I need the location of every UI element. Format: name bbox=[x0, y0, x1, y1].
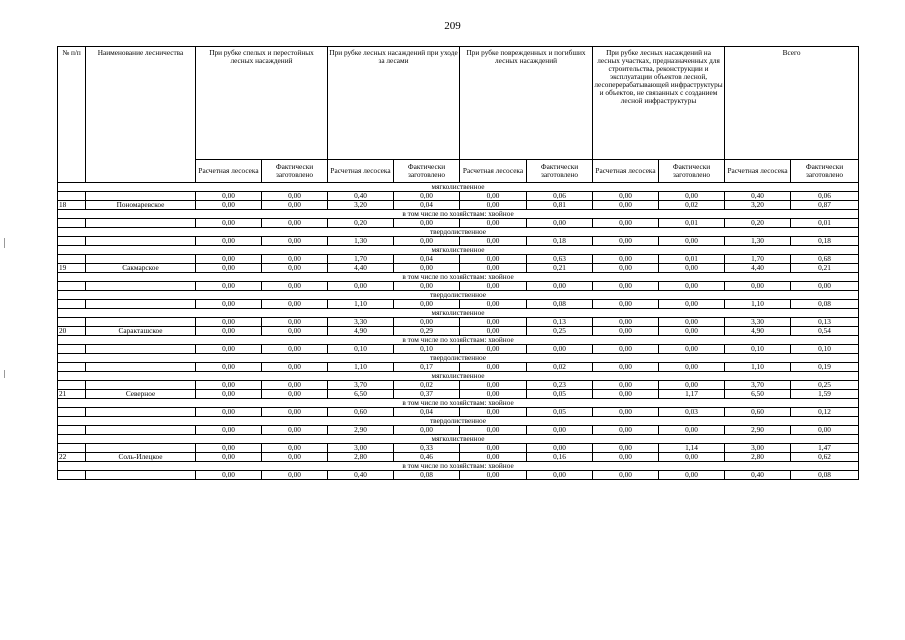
value-cell: 0,00 bbox=[593, 453, 659, 462]
value-cell: 0,00 bbox=[196, 327, 262, 336]
value-cell: 4,90 bbox=[725, 327, 791, 336]
value-cell: 0,60 bbox=[328, 408, 394, 417]
header-forestry-name: Наименование лесничества bbox=[86, 47, 196, 183]
category-row bbox=[58, 228, 859, 237]
value-cell: 0,05 bbox=[527, 408, 593, 417]
value-cell: 0,19 bbox=[791, 363, 859, 372]
header-group-total: Всего bbox=[725, 47, 859, 160]
value-cell: 0,00 bbox=[593, 426, 659, 435]
table-row bbox=[58, 345, 859, 354]
value-cell: 0,00 bbox=[196, 219, 262, 228]
value-cell: 0,00 bbox=[593, 201, 659, 210]
value-cell: 0,00 bbox=[593, 300, 659, 309]
value-cell: 0,00 bbox=[593, 219, 659, 228]
value-cell: 0,10 bbox=[394, 345, 460, 354]
header-calc-cutting-area: Расчетная лесосека bbox=[725, 160, 791, 183]
value-cell: 0,00 bbox=[262, 318, 328, 327]
value-cell: 0,00 bbox=[460, 381, 527, 390]
forestry-name bbox=[86, 471, 196, 480]
table-row bbox=[58, 201, 859, 210]
value-cell: 0,00 bbox=[196, 255, 262, 264]
value-cell: 0,21 bbox=[791, 264, 859, 273]
value-cell: 0,00 bbox=[593, 390, 659, 399]
value-cell: 0,40 bbox=[328, 192, 394, 201]
table-row bbox=[58, 381, 859, 390]
value-cell: 0,00 bbox=[791, 426, 859, 435]
value-cell: 0,18 bbox=[527, 237, 593, 246]
value-cell: 2,90 bbox=[725, 426, 791, 435]
value-cell: 0,18 bbox=[791, 237, 859, 246]
value-cell: 0,00 bbox=[659, 192, 725, 201]
value-cell: 0,00 bbox=[593, 255, 659, 264]
value-cell: 0,08 bbox=[394, 471, 460, 480]
forestry-name: Северное bbox=[86, 390, 196, 399]
row-number bbox=[58, 426, 86, 435]
forestry-name bbox=[86, 381, 196, 390]
value-cell: 0,00 bbox=[394, 192, 460, 201]
value-cell: 0,60 bbox=[725, 408, 791, 417]
value-cell: 0,00 bbox=[593, 318, 659, 327]
value-cell: 0,00 bbox=[659, 345, 725, 354]
category-label: в том числе по хозяйствам: хвойное bbox=[58, 336, 859, 345]
value-cell: 0,00 bbox=[196, 381, 262, 390]
value-cell: 0,00 bbox=[460, 300, 527, 309]
value-cell: 0,40 bbox=[725, 471, 791, 480]
value-cell: 0,17 bbox=[394, 363, 460, 372]
table-row bbox=[58, 300, 859, 309]
forestry-name bbox=[86, 318, 196, 327]
value-cell: 0,12 bbox=[791, 408, 859, 417]
value-cell: 3,20 bbox=[328, 201, 394, 210]
header-calc-cutting-area: Расчетная лесосека bbox=[593, 160, 659, 183]
value-cell: 0,00 bbox=[593, 192, 659, 201]
value-cell: 0,25 bbox=[791, 381, 859, 390]
category-label: твердолиственное bbox=[58, 417, 859, 426]
value-cell: 1,30 bbox=[328, 237, 394, 246]
header-actual-harvested: Фактически заготовлено bbox=[527, 160, 593, 183]
value-cell: 1,10 bbox=[328, 300, 394, 309]
scan-mark bbox=[4, 370, 5, 378]
row-number bbox=[58, 444, 86, 453]
value-cell: 1,30 bbox=[725, 237, 791, 246]
header-actual-harvested: Фактически заготовлено bbox=[791, 160, 859, 183]
value-cell: 0,00 bbox=[659, 471, 725, 480]
category-label: в том числе по хозяйствам: хвойное bbox=[58, 399, 859, 408]
value-cell: 0,87 bbox=[791, 201, 859, 210]
value-cell: 4,40 bbox=[725, 264, 791, 273]
value-cell: 0,00 bbox=[460, 264, 527, 273]
category-label: в том числе по хозяйствам: хвойное bbox=[58, 273, 859, 282]
header-group-damaged: При рубке поврежденных и погибших лесных насаждений bbox=[460, 47, 593, 160]
value-cell: 0,00 bbox=[196, 318, 262, 327]
table-row bbox=[58, 237, 859, 246]
value-cell: 0,00 bbox=[460, 318, 527, 327]
row-number bbox=[58, 318, 86, 327]
value-cell: 0,00 bbox=[262, 237, 328, 246]
value-cell: 0,00 bbox=[593, 408, 659, 417]
value-cell: 3,70 bbox=[328, 381, 394, 390]
value-cell: 0,02 bbox=[659, 201, 725, 210]
category-row bbox=[58, 309, 859, 318]
value-cell: 0,00 bbox=[593, 327, 659, 336]
value-cell: 0,00 bbox=[196, 363, 262, 372]
value-cell: 0,00 bbox=[196, 390, 262, 399]
value-cell: 0,00 bbox=[196, 201, 262, 210]
value-cell: 0,00 bbox=[460, 471, 527, 480]
value-cell: 0,00 bbox=[262, 381, 328, 390]
value-cell: 0,01 bbox=[659, 255, 725, 264]
value-cell: 0,00 bbox=[196, 444, 262, 453]
forestry-name bbox=[86, 282, 196, 291]
value-cell: 0,29 bbox=[394, 327, 460, 336]
value-cell: 0,00 bbox=[659, 264, 725, 273]
row-number bbox=[58, 471, 86, 480]
value-cell: 0,00 bbox=[593, 471, 659, 480]
value-cell: 4,40 bbox=[328, 264, 394, 273]
category-row bbox=[58, 291, 859, 300]
forestry-name: Соль-Илецкое bbox=[86, 453, 196, 462]
category-label: твердолиственное bbox=[58, 228, 859, 237]
value-cell: 2,90 bbox=[328, 426, 394, 435]
value-cell: 0,46 bbox=[394, 453, 460, 462]
forestry-name bbox=[86, 192, 196, 201]
forestry-name bbox=[86, 363, 196, 372]
value-cell: 0,00 bbox=[262, 300, 328, 309]
value-cell: 0,00 bbox=[196, 453, 262, 462]
value-cell: 0,02 bbox=[527, 363, 593, 372]
forestry-name: Сакмарское bbox=[86, 264, 196, 273]
forestry-name bbox=[86, 300, 196, 309]
value-cell: 0,00 bbox=[262, 345, 328, 354]
value-cell: 4,90 bbox=[328, 327, 394, 336]
category-label: мягколиственное bbox=[58, 246, 859, 255]
value-cell: 0,00 bbox=[460, 345, 527, 354]
category-row bbox=[58, 336, 859, 345]
value-cell: 0,00 bbox=[262, 219, 328, 228]
value-cell: 0,00 bbox=[460, 390, 527, 399]
row-number: 19 bbox=[58, 264, 86, 273]
table-row bbox=[58, 426, 859, 435]
row-number: 20 bbox=[58, 327, 86, 336]
value-cell: 0,21 bbox=[527, 264, 593, 273]
value-cell: 0,00 bbox=[394, 318, 460, 327]
value-cell: 0,00 bbox=[262, 201, 328, 210]
category-row bbox=[58, 273, 859, 282]
value-cell: 0,00 bbox=[394, 264, 460, 273]
value-cell: 0,00 bbox=[593, 264, 659, 273]
table-row bbox=[58, 192, 859, 201]
value-cell: 0,00 bbox=[262, 453, 328, 462]
value-cell: 0,01 bbox=[659, 219, 725, 228]
table-row bbox=[58, 219, 859, 228]
value-cell: 0,00 bbox=[527, 426, 593, 435]
value-cell: 0,54 bbox=[791, 327, 859, 336]
value-cell: 0,13 bbox=[791, 318, 859, 327]
forestry-name bbox=[86, 408, 196, 417]
value-cell: 0,23 bbox=[527, 381, 593, 390]
value-cell: 0,00 bbox=[460, 237, 527, 246]
value-cell: 0,00 bbox=[394, 219, 460, 228]
value-cell: 0,13 bbox=[527, 318, 593, 327]
value-cell: 0,00 bbox=[527, 345, 593, 354]
value-cell: 0,00 bbox=[196, 300, 262, 309]
value-cell: 3,30 bbox=[725, 318, 791, 327]
row-number bbox=[58, 408, 86, 417]
category-label: в том числе по хозяйствам: хвойное bbox=[58, 210, 859, 219]
value-cell: 0,04 bbox=[394, 408, 460, 417]
value-cell: 0,00 bbox=[196, 426, 262, 435]
value-cell: 0,00 bbox=[394, 426, 460, 435]
value-cell: 0,00 bbox=[725, 282, 791, 291]
category-label: мягколиственное bbox=[58, 435, 859, 444]
row-number bbox=[58, 300, 86, 309]
value-cell: 0,00 bbox=[262, 408, 328, 417]
value-cell: 0,00 bbox=[394, 282, 460, 291]
row-number: 22 bbox=[58, 453, 86, 462]
value-cell: 1,10 bbox=[328, 363, 394, 372]
value-cell: 0,00 bbox=[659, 363, 725, 372]
value-cell: 1,70 bbox=[328, 255, 394, 264]
value-cell: 1,59 bbox=[791, 390, 859, 399]
table-row bbox=[58, 264, 859, 273]
value-cell: 0,00 bbox=[659, 300, 725, 309]
value-cell: 0,00 bbox=[593, 444, 659, 453]
value-cell: 0,81 bbox=[527, 201, 593, 210]
forestry-name bbox=[86, 219, 196, 228]
header-group-care: При рубке лесных насаждений при уходе за лесами bbox=[328, 47, 460, 160]
category-row bbox=[58, 399, 859, 408]
value-cell: 0,00 bbox=[460, 327, 527, 336]
value-cell: 0,06 bbox=[527, 192, 593, 201]
header-num: № п/п bbox=[58, 47, 86, 183]
category-row bbox=[58, 372, 859, 381]
category-row bbox=[58, 183, 859, 192]
value-cell: 0,00 bbox=[460, 444, 527, 453]
value-cell: 6,50 bbox=[725, 390, 791, 399]
value-cell: 3,00 bbox=[328, 444, 394, 453]
table-row bbox=[58, 327, 859, 336]
value-cell: 0,00 bbox=[460, 255, 527, 264]
category-label: мягколиственное bbox=[58, 183, 859, 192]
value-cell: 0,00 bbox=[593, 282, 659, 291]
header-actual-harvested: Фактически заготовлено bbox=[659, 160, 725, 183]
value-cell: 0,08 bbox=[527, 300, 593, 309]
value-cell: 0,00 bbox=[460, 408, 527, 417]
value-cell: 0,20 bbox=[328, 219, 394, 228]
category-row bbox=[58, 435, 859, 444]
scan-mark bbox=[4, 238, 5, 248]
value-cell: 0,00 bbox=[527, 471, 593, 480]
value-cell: 0,00 bbox=[527, 219, 593, 228]
value-cell: 0,06 bbox=[791, 192, 859, 201]
value-cell: 0,01 bbox=[791, 219, 859, 228]
value-cell: 0,00 bbox=[659, 381, 725, 390]
table-row bbox=[58, 318, 859, 327]
value-cell: 0,00 bbox=[262, 390, 328, 399]
category-row bbox=[58, 246, 859, 255]
value-cell: 0,00 bbox=[262, 471, 328, 480]
value-cell: 3,00 bbox=[725, 444, 791, 453]
value-cell: 0,00 bbox=[659, 237, 725, 246]
row-number bbox=[58, 237, 86, 246]
value-cell: 0,00 bbox=[460, 219, 527, 228]
value-cell: 0,04 bbox=[394, 255, 460, 264]
category-label: мягколиственное bbox=[58, 309, 859, 318]
value-cell: 0,00 bbox=[791, 282, 859, 291]
header-actual-harvested: Фактически заготовлено bbox=[394, 160, 460, 183]
value-cell: 0,00 bbox=[196, 408, 262, 417]
value-cell: 3,30 bbox=[328, 318, 394, 327]
value-cell: 0,00 bbox=[460, 192, 527, 201]
page-number: 209 bbox=[444, 20, 461, 32]
value-cell: 2,80 bbox=[328, 453, 394, 462]
header-actual-harvested: Фактически заготовлено bbox=[262, 160, 328, 183]
value-cell: 0,02 bbox=[394, 381, 460, 390]
header-group-mature: При рубке спелых и перестойных лесных насаждений bbox=[196, 47, 328, 160]
value-cell: 0,63 bbox=[527, 255, 593, 264]
forestry-name bbox=[86, 345, 196, 354]
value-cell: 0,00 bbox=[262, 363, 328, 372]
forestry-name: Пономаревское bbox=[86, 201, 196, 210]
value-cell: 0,04 bbox=[394, 201, 460, 210]
value-cell: 0,25 bbox=[527, 327, 593, 336]
row-number bbox=[58, 381, 86, 390]
value-cell: 0,10 bbox=[791, 345, 859, 354]
value-cell: 0,00 bbox=[527, 282, 593, 291]
value-cell: 0,00 bbox=[460, 363, 527, 372]
value-cell: 6,50 bbox=[328, 390, 394, 399]
table-row bbox=[58, 471, 859, 480]
value-cell: 0,00 bbox=[262, 192, 328, 201]
header-calc-cutting-area: Расчетная лесосека bbox=[196, 160, 262, 183]
value-cell: 0,00 bbox=[593, 381, 659, 390]
value-cell: 0,00 bbox=[262, 327, 328, 336]
value-cell: 0,00 bbox=[262, 255, 328, 264]
forestry-name bbox=[86, 255, 196, 264]
value-cell: 0,40 bbox=[725, 192, 791, 201]
value-cell: 1,14 bbox=[659, 444, 725, 453]
value-cell: 0,00 bbox=[196, 345, 262, 354]
value-cell: 0,00 bbox=[460, 453, 527, 462]
table-row bbox=[58, 255, 859, 264]
value-cell: 1,10 bbox=[725, 363, 791, 372]
table-row bbox=[58, 408, 859, 417]
value-cell: 0,00 bbox=[262, 426, 328, 435]
category-row bbox=[58, 210, 859, 219]
forestry-name: Саракташское bbox=[86, 327, 196, 336]
value-cell: 2,80 bbox=[725, 453, 791, 462]
value-cell: 0,08 bbox=[791, 471, 859, 480]
value-cell: 0,00 bbox=[593, 345, 659, 354]
forestry-name bbox=[86, 237, 196, 246]
value-cell: 0,10 bbox=[725, 345, 791, 354]
value-cell: 0,00 bbox=[196, 282, 262, 291]
value-cell: 0,03 bbox=[659, 408, 725, 417]
value-cell: 0,00 bbox=[593, 237, 659, 246]
row-number bbox=[58, 192, 86, 201]
value-cell: 0,00 bbox=[262, 444, 328, 453]
value-cell: 0,62 bbox=[791, 453, 859, 462]
value-cell: 1,17 bbox=[659, 390, 725, 399]
value-cell: 0,00 bbox=[659, 453, 725, 462]
value-cell: 0,10 bbox=[328, 345, 394, 354]
value-cell: 0,00 bbox=[659, 426, 725, 435]
value-cell: 0,16 bbox=[527, 453, 593, 462]
value-cell: 0,00 bbox=[460, 201, 527, 210]
row-number: 18 bbox=[58, 201, 86, 210]
value-cell: 1,47 bbox=[791, 444, 859, 453]
header-calc-cutting-area: Расчетная лесосека bbox=[328, 160, 394, 183]
value-cell: 0,00 bbox=[196, 471, 262, 480]
value-cell: 0,20 bbox=[725, 219, 791, 228]
value-cell: 0,00 bbox=[659, 327, 725, 336]
value-cell: 0,00 bbox=[262, 264, 328, 273]
forestry-name bbox=[86, 444, 196, 453]
table-row bbox=[58, 363, 859, 372]
value-cell: 0,00 bbox=[394, 237, 460, 246]
table-row bbox=[58, 453, 859, 462]
row-number bbox=[58, 282, 86, 291]
value-cell: 3,70 bbox=[725, 381, 791, 390]
value-cell: 1,10 bbox=[725, 300, 791, 309]
header-calc-cutting-area: Расчетная лесосека bbox=[460, 160, 527, 183]
forest-harvest-table bbox=[57, 46, 859, 480]
value-cell: 1,70 bbox=[725, 255, 791, 264]
value-cell: 0,00 bbox=[659, 318, 725, 327]
row-number: 21 bbox=[58, 390, 86, 399]
category-label: в том числе по хозяйствам: хвойное bbox=[58, 462, 859, 471]
category-label: твердолиственное bbox=[58, 354, 859, 363]
value-cell: 0,00 bbox=[196, 237, 262, 246]
row-number bbox=[58, 255, 86, 264]
category-label: мягколиственное bbox=[58, 372, 859, 381]
value-cell: 0,00 bbox=[460, 282, 527, 291]
row-number bbox=[58, 363, 86, 372]
value-cell: 0,05 bbox=[527, 390, 593, 399]
value-cell: 0,00 bbox=[394, 300, 460, 309]
value-cell: 0,00 bbox=[460, 426, 527, 435]
category-row bbox=[58, 417, 859, 426]
value-cell: 0,40 bbox=[328, 471, 394, 480]
value-cell: 0,00 bbox=[328, 282, 394, 291]
value-cell: 0,00 bbox=[659, 282, 725, 291]
row-number bbox=[58, 219, 86, 228]
forestry-name bbox=[86, 426, 196, 435]
value-cell: 0,00 bbox=[593, 363, 659, 372]
value-cell: 0,00 bbox=[527, 444, 593, 453]
category-row bbox=[58, 462, 859, 471]
value-cell: 0,68 bbox=[791, 255, 859, 264]
category-row bbox=[58, 354, 859, 363]
value-cell: 0,00 bbox=[196, 264, 262, 273]
table-row bbox=[58, 390, 859, 399]
header-group-construction: При рубке лесных насаждений на лесных участках, предназначенных для строительства, реконструкции и эксплуатации объектов лесной, лесоперерабатывающей инфраструктуры и объектов, не связанных с созданием лесной инфраструктуры bbox=[593, 47, 725, 160]
value-cell: 0,37 bbox=[394, 390, 460, 399]
value-cell: 0,00 bbox=[262, 282, 328, 291]
value-cell: 0,08 bbox=[791, 300, 859, 309]
value-cell: 3,20 bbox=[725, 201, 791, 210]
value-cell: 0,00 bbox=[196, 192, 262, 201]
category-label: твердолиственное bbox=[58, 291, 859, 300]
table-row bbox=[58, 282, 859, 291]
value-cell: 0,33 bbox=[394, 444, 460, 453]
table-row bbox=[58, 444, 859, 453]
row-number bbox=[58, 345, 86, 354]
